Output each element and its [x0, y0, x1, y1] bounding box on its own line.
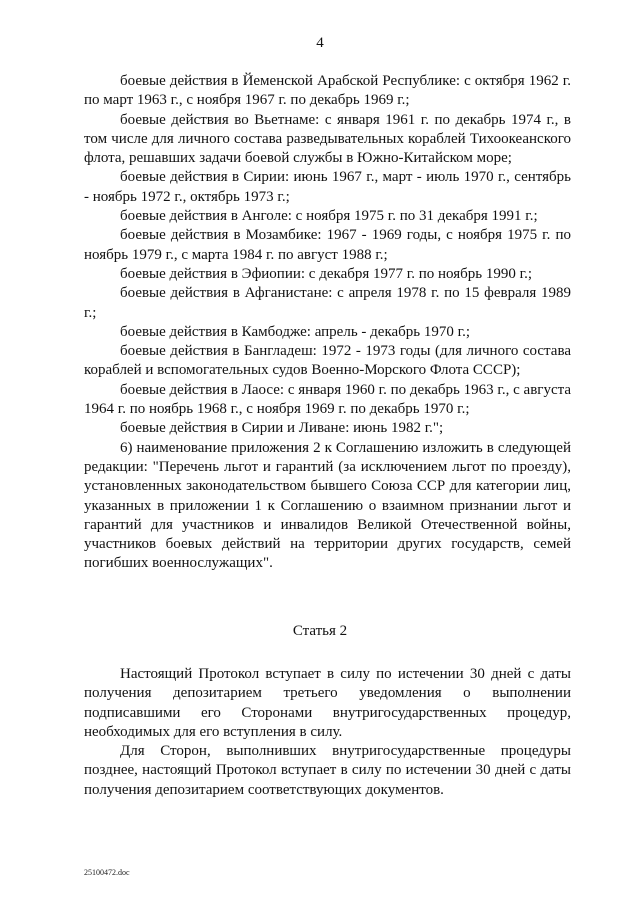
page-number: 4 — [316, 35, 324, 51]
paragraph-laos: боевые действия в Лаосе: с января 1960 г. по декабрь 1963 г., с августа 1964 г. по ноябрь 1968 г., с ноября 1969 г. по декабрь 1970 г.; — [84, 381, 571, 418]
paragraph-bangladesh: боевые действия в Бангладеш: 1972 - 1973 годы (для личного состава кораблей и вспомогательных судов Военно-Морского Флота СССР); — [84, 343, 571, 379]
paragraph-syria-lebanon: боевые действия в Сирии и Ливане: июнь 1982 г."; — [120, 420, 444, 437]
article-body — [84, 665, 571, 800]
paragraph-cambodia: боевые действия в Камбодже: апрель - декабрь 1970 г.; — [120, 323, 471, 340]
paragraph-vietnam: боевые действия во Вьетнаме: с января 1961 г. по декабрь 1974 г., в том числе для личного состава разведывательных кораблей Тихоокеанского флота, решавших задачи боевой службы в Южно-Китайском море; — [84, 111, 571, 167]
footer-file-code: 25100472.doc — [84, 868, 130, 877]
article-title: Статья 2 — [292, 623, 348, 639]
document-body — [84, 72, 571, 574]
paragraph-angola: боевые действия в Анголе: с ноября 1975 г. по 31 декабря 1991 г.; — [120, 208, 538, 225]
paragraph-annex-2-title: 6) наименование приложения 2 к Соглашению изложить в следующей редакции: "Перечень льгот и гарантий (за исключением льгот по проезду), установленных законодательством бывшего Союза ССР для категории лиц, указанных в приложении 1 к Соглашению о взаимном признании льгот и гарантий для участников и инвалидов Великой Отечественной войны, участников боевых действий на территории других государств, семей погибших военнослужащих". — [84, 439, 571, 572]
paragraph-afghanistan: боевые действия в Афганистане: с апреля 1978 г. по 15 февраля 1989 г.; — [84, 285, 571, 321]
paragraph-ethiopia: боевые действия в Эфиопии: с декабря 1977 г. по ноябрь 1990 г.; — [120, 265, 532, 282]
article-paragraph-later-parties: Для Сторон, выполнивших внутригосударственные процедуры позднее, настоящий Протокол вступает в силу по истечении 30 дней с даты получения депозитарием соответствующих документов. — [84, 743, 571, 798]
paragraph-mozambique: боевые действия в Мозамбике: 1967 - 1969 годы, с ноября 1975 г. по ноябрь 1979 г., с марта 1984 г. по август 1988 г.; — [84, 227, 571, 263]
paragraph-syria: боевые действия в Сирии: июнь 1967 г., март - июль 1970 г., сентябрь - ноябрь 1972 г., октябрь 1973 г.; — [84, 169, 571, 205]
article-paragraph-entry-into-force: Настоящий Протокол вступает в силу по истечении 30 дней с даты получения депозитарием третьего уведомления о выполнении подписавшими его Сторонами внутригосударственных процедур, необходимых для его вступления в силу. — [84, 666, 571, 740]
paragraph-yemen: боевые действия в Йеменской Арабской Республике: с октября 1962 г. по март 1963 г., с ноября 1967 г. по декабрь 1969 г.; — [84, 73, 571, 109]
